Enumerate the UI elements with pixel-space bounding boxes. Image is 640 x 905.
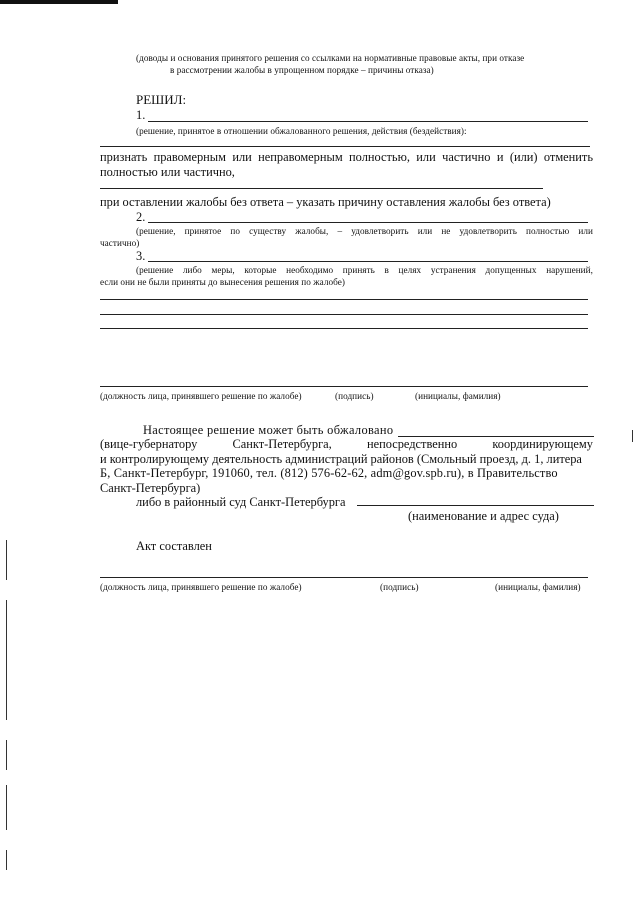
header-note-line1: (доводы и основания принятого решения со ссылками на нормативные правовые акты, при отказе <box>136 53 525 63</box>
word: полностью, <box>349 150 410 164</box>
signature1-signature-caption: (подпись) <box>335 391 374 401</box>
word: которые <box>244 265 277 275</box>
word: жалобы, <box>295 226 329 236</box>
word: и <box>496 150 504 164</box>
word: правомерным <box>153 150 226 164</box>
word: (решение <box>136 265 174 275</box>
appeal-line5: Санкт-Петербурга) <box>100 481 201 495</box>
word: допущенных <box>485 265 537 275</box>
header-note-line2: в рассмотрении жалобы в упрощенном порядке – причины отказа) <box>170 65 434 75</box>
word: или <box>416 150 436 164</box>
word: или <box>232 150 252 164</box>
word: нарушений, <box>546 265 593 275</box>
appeal-court-fill-line <box>357 505 594 506</box>
item1-text-line2: полностью или частично, <box>100 165 235 179</box>
scan-edge-mark-left-5 <box>6 850 7 870</box>
blank-line-3 <box>100 328 588 329</box>
word: непосредственно <box>366 437 458 451</box>
item1-text-line1 <box>100 150 593 165</box>
item1-line2 <box>100 146 590 147</box>
word: в <box>384 265 389 275</box>
word: (решение, <box>136 226 176 236</box>
scan-edge-mark-right <box>632 430 633 442</box>
blank-line-1 <box>100 299 588 300</box>
word: или <box>578 226 593 236</box>
word: неправомерным <box>258 150 343 164</box>
word: отменить <box>543 150 593 164</box>
word: устранения <box>430 265 476 275</box>
appeal-court-caption: (наименование и адрес суда) <box>408 509 559 523</box>
signature2-signature-caption: (подпись) <box>380 582 419 592</box>
item1-fill-line <box>148 121 588 122</box>
word: полностью <box>526 226 570 236</box>
item3-fill-line <box>148 261 588 262</box>
scan-edge-mark-left-4 <box>6 785 7 830</box>
scan-edge-mark-left-1 <box>6 540 7 580</box>
word: целях <box>398 265 422 275</box>
appeal-line1: Настоящее решение может быть обжаловано <box>143 423 394 437</box>
item1-line3 <box>100 188 543 189</box>
word: меры, <box>211 265 235 275</box>
word: необходимо <box>286 265 334 275</box>
word: – <box>337 226 343 236</box>
item2-caption-line1 <box>136 226 593 236</box>
scan-edge-mark-top <box>0 0 118 4</box>
item3-caption-line1 <box>136 265 593 275</box>
appeal-line2 <box>100 437 593 452</box>
word: координирующему <box>492 437 593 451</box>
word: Санкт-Петербурга, <box>232 437 332 451</box>
signature1-line <box>100 386 588 387</box>
scan-edge-mark-left-2 <box>6 600 7 720</box>
item3-number: 3. <box>136 249 146 263</box>
word: по <box>230 226 240 236</box>
scan-edge-mark-left-3 <box>6 740 7 770</box>
item3-caption-line2: если они не были приняты до вынесения решения по жалобе) <box>100 277 345 287</box>
resolved-heading: РЕШИЛ: <box>136 92 187 107</box>
word: удовлетворить <box>459 226 517 236</box>
act-label: Акт составлен <box>136 539 212 553</box>
word: либо <box>182 265 202 275</box>
appeal-line3: и контролирующему деятельность администраций районов (Смольный проезд, д. 1, литера <box>100 452 582 466</box>
word: принятое <box>184 226 222 236</box>
item2-caption-line2: частично) <box>100 238 140 248</box>
appeal-court-line: либо в районный суд Санкт-Петербурга <box>136 495 346 509</box>
signature2-name-caption: (инициалы, фамилия) <box>495 582 581 592</box>
blank-line-2 <box>100 314 588 315</box>
item1-number: 1. <box>136 108 146 122</box>
item2-fill-line <box>148 222 588 223</box>
word: удовлетворить <box>351 226 409 236</box>
word: (вице-губернатору <box>100 437 198 451</box>
word: частично <box>442 150 491 164</box>
signature2-line <box>100 577 588 578</box>
signature2-position-caption: (должность лица, принявшего решение по жалобе) <box>100 582 302 592</box>
signature1-position-caption: (должность лица, принявшего решение по жалобе) <box>100 391 302 401</box>
item1-caption: (решение, принятое в отношении обжалованного решения, действия (бездействия): <box>136 126 467 136</box>
word: принять <box>342 265 375 275</box>
word: (или) <box>509 150 538 164</box>
signature1-name-caption: (инициалы, фамилия) <box>415 391 501 401</box>
appeal-line4: Б, Санкт-Петербург, 191060, тел. (812) 576-62-62, adm@gov.spb.ru), в Правительство <box>100 466 558 480</box>
item2-number: 2. <box>136 210 146 224</box>
word: или <box>417 226 433 236</box>
item1-text-line3: при оставлении жалобы без ответа – указать причину оставления жалобы без ответа) <box>100 195 551 209</box>
word: признать <box>100 150 148 164</box>
word: существу <box>249 226 287 236</box>
word: не <box>441 226 451 236</box>
